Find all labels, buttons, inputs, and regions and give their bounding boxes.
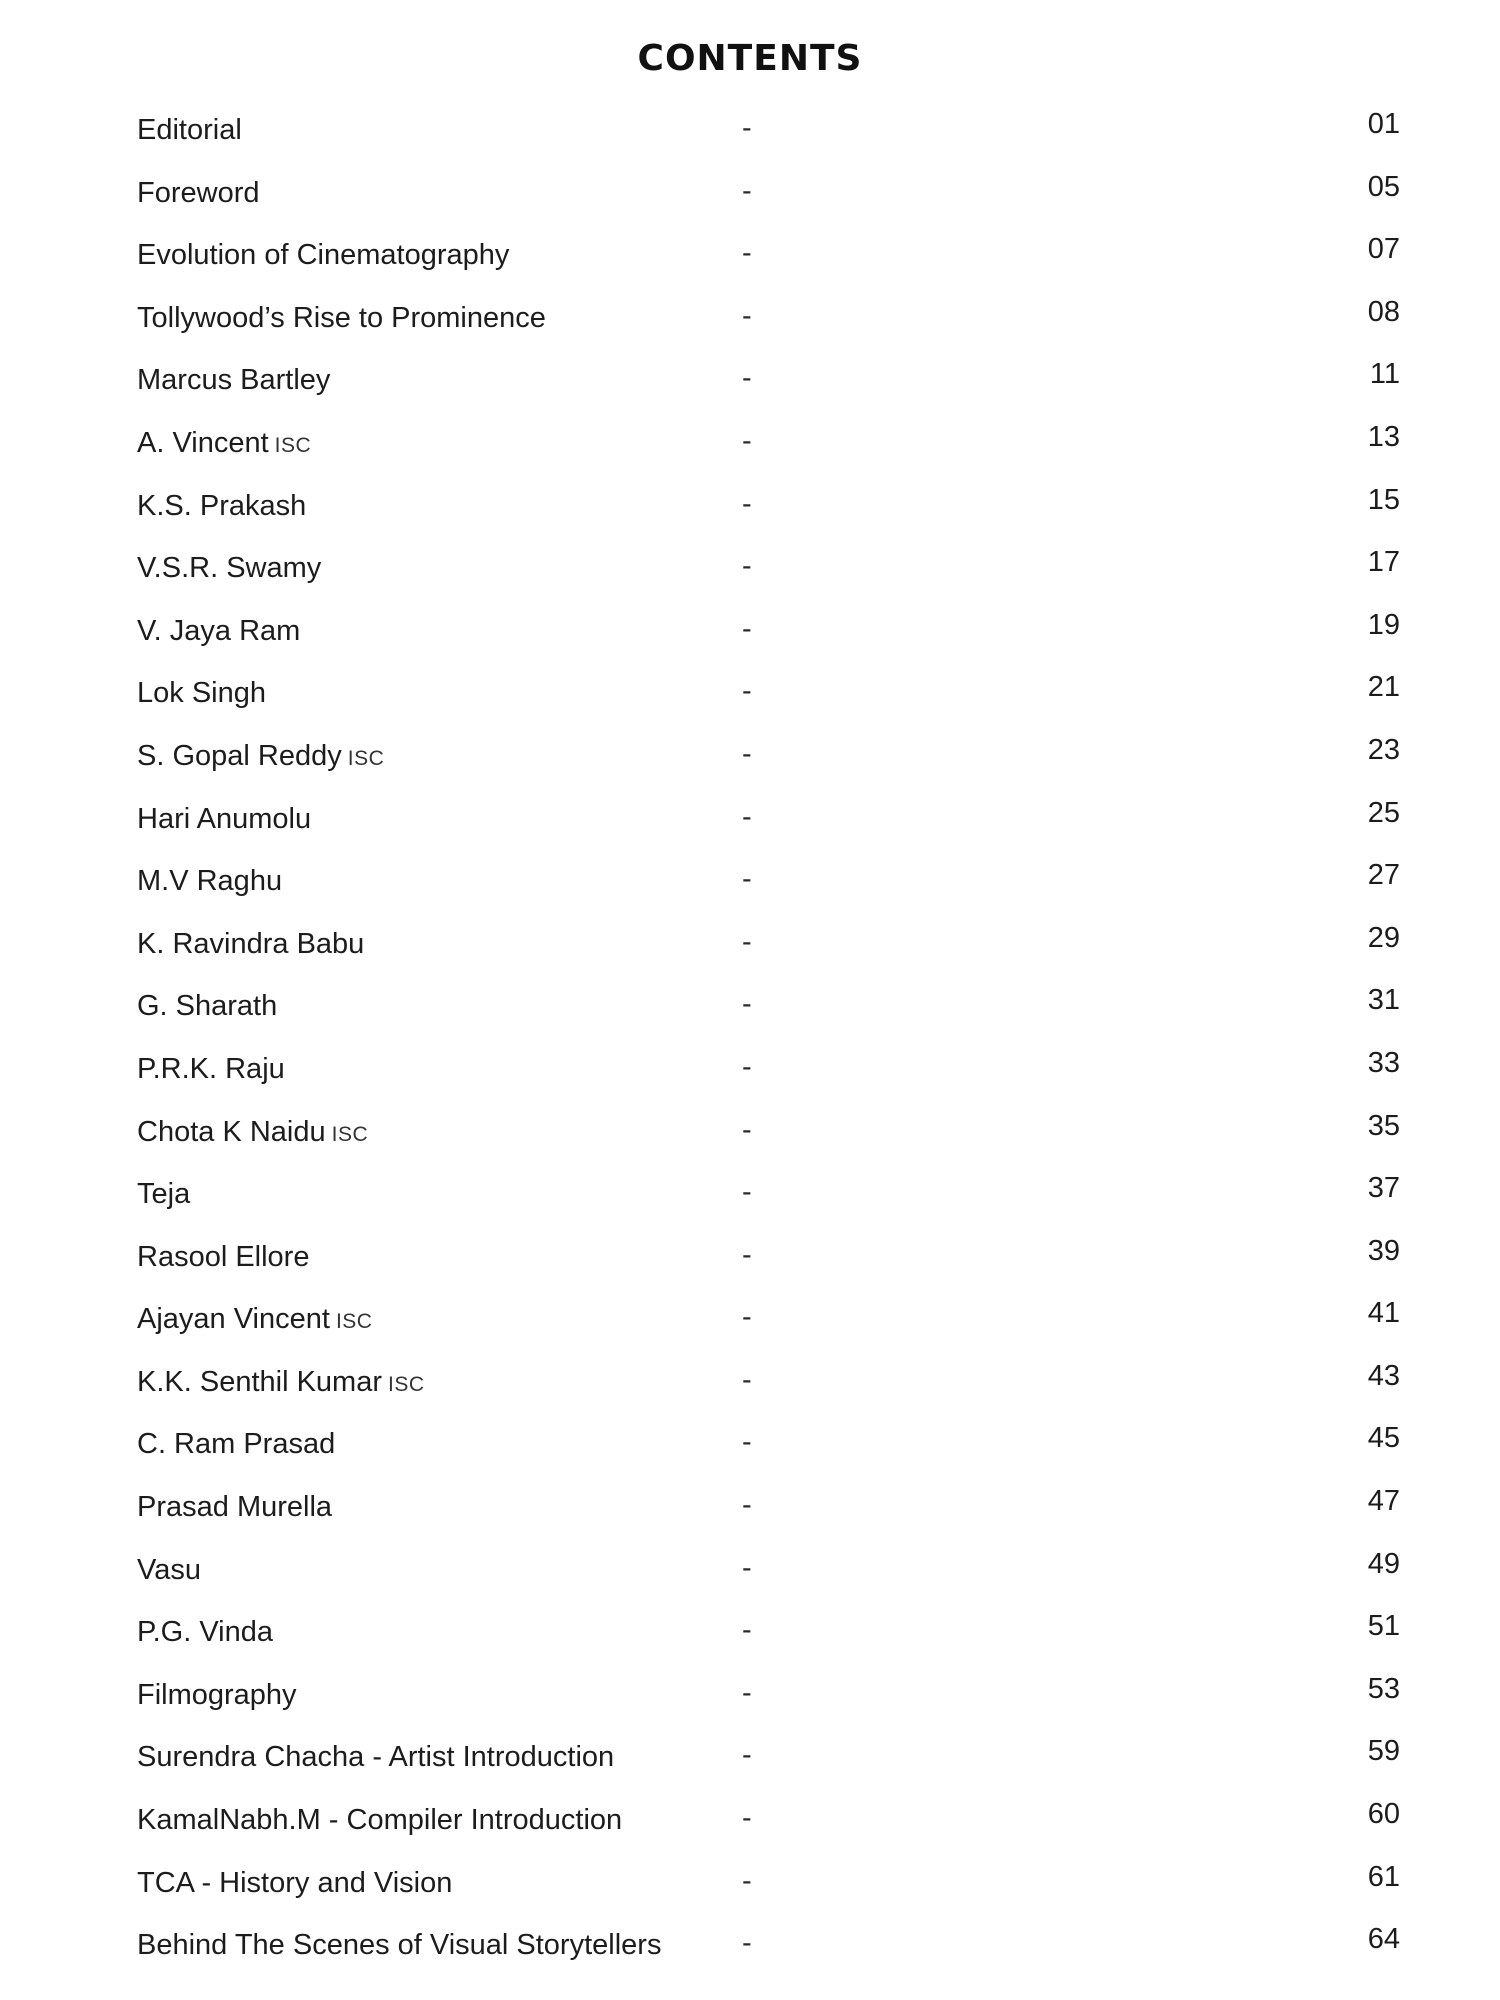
toc-entry-title [137, 302, 546, 335]
toc-entry-suffix: ISC [388, 1372, 425, 1396]
toc-entry-page-number: 51 [1367, 1610, 1400, 1643]
toc-entry-title-text: Chota K Naidu [137, 1115, 326, 1148]
toc-entry[interactable] [0, 1039, 1500, 1102]
toc-entry-title [137, 552, 321, 585]
toc-entry-title-text: G. Sharath [137, 990, 278, 1023]
page-title: CONTENTS [637, 38, 863, 79]
toc-entry-separator: - [742, 1489, 752, 1522]
toc-entry-title-text: P.G. Vinda [137, 1616, 273, 1649]
toc-entry-separator: - [742, 1363, 752, 1396]
toc-entry-title [137, 1366, 425, 1399]
toc-entry[interactable] [0, 1915, 1500, 1978]
toc-entry-title [137, 1116, 368, 1149]
toc-entry-page-number: 08 [1367, 295, 1400, 328]
toc-entry[interactable] [0, 163, 1500, 226]
toc-entry-separator: - [742, 1426, 752, 1459]
toc-entry[interactable] [0, 225, 1500, 288]
toc-entry[interactable] [0, 601, 1500, 664]
toc-entry-separator: - [742, 675, 752, 708]
toc-entry-page-number: 17 [1367, 546, 1400, 579]
toc-entry-title [137, 1241, 309, 1274]
toc-entry-title-text: Rasool Ellore [137, 1240, 310, 1273]
toc-entry-title-text: S. Gopal Reddy [137, 739, 342, 772]
toc-entry-page-number: 25 [1367, 796, 1400, 829]
toc-entry[interactable] [0, 538, 1500, 601]
toc-entry-separator: - [742, 1864, 752, 1897]
toc-entry-separator: - [742, 299, 752, 332]
toc-entry-separator: - [742, 925, 752, 958]
toc-entry-separator: - [742, 1301, 752, 1334]
toc-entry[interactable] [0, 1727, 1500, 1790]
toc-entry-title-text: Hari Anumolu [137, 802, 312, 835]
toc-entry[interactable] [0, 413, 1500, 476]
toc-entry-title [137, 1679, 297, 1712]
toc-entry-title-text: Filmography [137, 1678, 297, 1711]
toc-entry-title [137, 364, 330, 397]
toc-entry-page-number: 39 [1367, 1234, 1400, 1267]
toc-entry[interactable] [0, 1477, 1500, 1540]
toc-entry-separator: - [742, 988, 752, 1021]
toc-entry-title-text: K.S. Prakash [137, 489, 307, 522]
toc-entry-title-text: V. Jaya Ram [137, 614, 301, 647]
toc-entry-title [137, 239, 509, 272]
toc-entry-page-number: 23 [1367, 733, 1400, 766]
toc-entry[interactable] [0, 1164, 1500, 1227]
toc-entry-page-number: 47 [1367, 1485, 1400, 1518]
toc-entry-separator: - [742, 1176, 752, 1209]
toc-entry-separator: - [742, 487, 752, 520]
toc-entry[interactable] [0, 1414, 1500, 1477]
toc-entry-page-number: 15 [1367, 483, 1400, 516]
toc-entry-title-text: K.K. Senthil Kumar [137, 1365, 382, 1398]
toc-entry-separator: - [742, 1614, 752, 1647]
toc-entry-title [137, 1741, 614, 1774]
toc-entry-title [137, 928, 364, 961]
toc-entry-title [137, 1616, 273, 1649]
toc-entry-title [137, 740, 384, 773]
toc-entry-title-text: Surendra Chacha - Artist Introduction [137, 1741, 615, 1774]
toc-entry-title-text: Prasad Murella [137, 1491, 333, 1524]
toc-entry-page-number: 43 [1367, 1359, 1400, 1392]
toc-entry-suffix: ISC [347, 746, 385, 770]
toc-entry-page-number: 05 [1367, 170, 1400, 203]
toc-entry[interactable] [0, 350, 1500, 413]
toc-entry-title [137, 177, 260, 210]
toc-entry-separator: - [742, 1739, 752, 1772]
toc-entry-page-number: 45 [1367, 1422, 1400, 1455]
toc-entry-page-number: 49 [1367, 1547, 1400, 1580]
toc-entry[interactable] [0, 976, 1500, 1039]
toc-entry-title-text: Editorial [137, 114, 242, 146]
toc-entry[interactable] [0, 1665, 1500, 1728]
toc-entry-page-number: 19 [1367, 608, 1400, 641]
toc-entry-page-number: 59 [1367, 1735, 1400, 1768]
toc-entry-title [137, 427, 311, 460]
toc-entry-page-number: 31 [1367, 984, 1400, 1017]
toc-entry-title-text: Behind The Scenes of Visual Storytellers [137, 1929, 662, 1962]
toc-entry[interactable] [0, 726, 1500, 789]
toc-entry[interactable] [0, 1289, 1500, 1352]
toc-entry-page-number: 07 [1367, 233, 1400, 266]
toc-entry-title-text: P.R.K. Raju [137, 1052, 285, 1085]
toc-entry-separator: - [742, 612, 752, 645]
toc-entry-separator: - [742, 174, 752, 207]
toc-entry-title-text: Foreword [137, 176, 260, 209]
toc-entry-title-text: K. Ravindra Babu [137, 927, 365, 960]
toc-entry-suffix: ISC [274, 433, 312, 457]
toc-entry-separator: - [742, 362, 752, 395]
toc-entry-separator: - [742, 1927, 752, 1960]
toc-entry[interactable] [0, 1227, 1500, 1290]
toc-entry-title [137, 490, 306, 523]
toc-entry-separator: - [742, 1551, 752, 1584]
toc-entry-title [137, 1804, 622, 1837]
toc-entry-title-text: Teja [137, 1178, 191, 1211]
toc-entry-separator: - [742, 112, 752, 144]
toc-entry-separator: - [742, 550, 752, 583]
toc-entry-title [137, 1867, 452, 1900]
toc-entry-title [137, 114, 242, 147]
toc-entry-separator: - [742, 1050, 752, 1083]
toc-entry-title-text: KamalNabh.M - Compiler Introduction [137, 1804, 623, 1837]
toc-entry-title-text: Evolution of Cinematography [137, 239, 510, 272]
toc-entry[interactable] [0, 1102, 1500, 1165]
toc-entry-page-number: 61 [1367, 1860, 1400, 1893]
toc-entry-page-number: 29 [1367, 921, 1400, 954]
toc-entry-separator: - [742, 424, 752, 457]
toc-entry-title [137, 990, 277, 1023]
toc-entry-page-number: 41 [1367, 1297, 1400, 1330]
toc-entry[interactable] [0, 1853, 1500, 1916]
toc-entry-title-text: Vasu [137, 1553, 201, 1586]
toc-entry-title [137, 677, 266, 710]
toc-entry-page-number: 13 [1367, 420, 1400, 453]
toc-entry[interactable] [0, 663, 1500, 726]
toc-entry-title-text: C. Ram Prasad [137, 1428, 336, 1461]
toc-entry-page-number: 35 [1367, 1109, 1400, 1142]
toc-entry[interactable] [0, 1540, 1500, 1603]
toc-entry-separator: - [742, 1802, 752, 1835]
toc-entry-page-number: 53 [1367, 1672, 1400, 1705]
toc-entry-title [137, 1178, 190, 1211]
toc-entry-title-text: TCA - History and Vision [137, 1866, 453, 1899]
toc-entry-title-text: M.V Raghu [137, 865, 283, 898]
toc-entry-separator: - [742, 237, 752, 270]
toc-entry[interactable] [0, 851, 1500, 914]
toc-entry-separator: - [742, 800, 752, 833]
toc-entry-separator: - [742, 737, 752, 770]
toc-entry-title [137, 1428, 335, 1461]
toc-entry-title-text: Marcus Bartley [137, 364, 331, 397]
toc-entry-page-number: 21 [1367, 671, 1400, 704]
toc-entry[interactable] [0, 288, 1500, 351]
toc-entry-title-text: A. Vincent [137, 426, 269, 459]
toc-entry-page-number: 33 [1367, 1046, 1400, 1079]
toc-entry-title [137, 1491, 332, 1524]
toc-entry-separator: - [742, 1238, 752, 1271]
toc-entry-separator: - [742, 1676, 752, 1709]
toc-entry-page-number: 64 [1367, 1923, 1400, 1956]
toc-entry-page-number: 37 [1367, 1172, 1400, 1205]
toc-entry-title [137, 1053, 285, 1086]
toc-entry-separator: - [742, 863, 752, 896]
toc-entry[interactable] [0, 914, 1500, 977]
toc-entry-separator: - [742, 1113, 752, 1146]
toc-entry-title-text: Lok Singh [137, 677, 266, 710]
toc-entry-title-text: Ajayan Vincent [137, 1303, 330, 1336]
toc-entry-title [137, 1929, 661, 1962]
toc-entry[interactable] [0, 789, 1500, 852]
toc-entry-page-number: 01 [1367, 108, 1400, 140]
toc-entry-page-number: 60 [1367, 1798, 1400, 1831]
toc-entry[interactable] [0, 1602, 1500, 1665]
toc-entry-title [137, 865, 282, 898]
toc-entry-suffix: ISC [331, 1122, 369, 1146]
toc-entry-page-number: 11 [1369, 358, 1400, 391]
toc-entry[interactable] [0, 1790, 1500, 1853]
toc-entry-title [137, 1303, 372, 1336]
toc-entry-title [137, 615, 300, 648]
table-of-contents [0, 100, 1500, 1978]
toc-entry-title-text: Tollywood’s Rise to Prominence [137, 301, 546, 334]
toc-entry[interactable] [0, 100, 1500, 163]
toc-entry-title [137, 803, 311, 836]
toc-entry-title-text: V.S.R. Swamy [137, 552, 322, 585]
toc-entry[interactable] [0, 476, 1500, 539]
toc-entry-page-number: 27 [1367, 859, 1400, 892]
toc-entry-title [137, 1554, 201, 1587]
toc-entry-suffix: ISC [335, 1310, 373, 1334]
toc-entry[interactable] [0, 1352, 1500, 1415]
